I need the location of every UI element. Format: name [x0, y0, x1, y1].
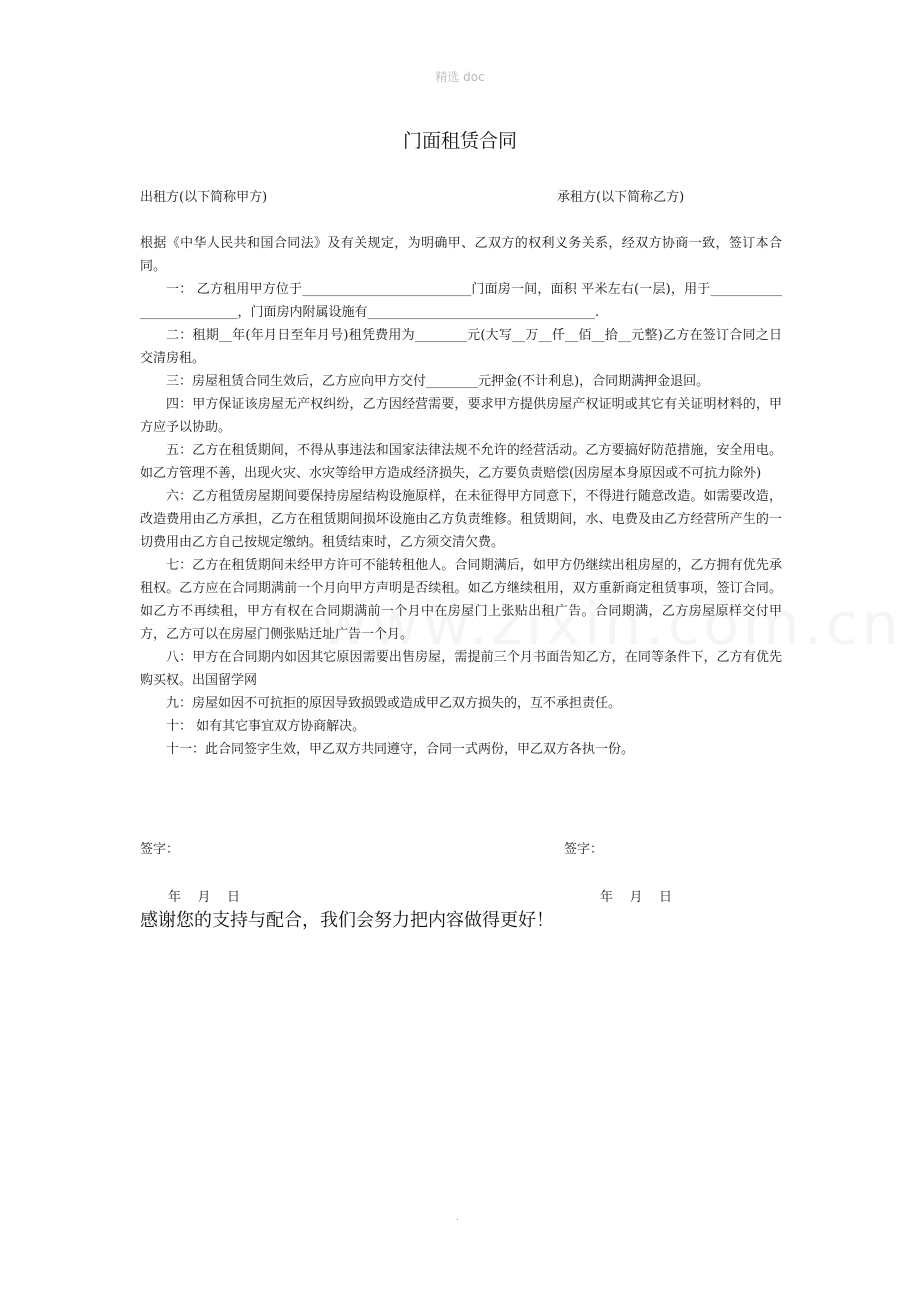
date-row [140, 886, 780, 906]
footer-dot: . [456, 1212, 460, 1223]
clause-9: 九：房屋如因不可抗拒的原因导致损毁或造成甲乙双方损失的，互不承担责任。 [166, 696, 622, 711]
lessor-date: 年 月 日 [168, 890, 241, 905]
clause-2: 二：租期__年(年月日至年月号)租凭费用为________元(大写__万__仟__佰__拾__元整)乙方在签订合同之日交清房租。 [140, 328, 782, 366]
clause-1: 一： 乙方租用甲方位于__________________________门面房一间，面积 平米左右(一层)，用于__________________________，门面房内附属设施有___________________________________. [140, 282, 782, 320]
lessor-label: 出租方(以下简称甲方) [140, 190, 268, 205]
page-header: 精选 doc [435, 70, 485, 84]
lessee-date: 年 月 日 [600, 890, 673, 905]
lessee-label: 承租方(以下简称乙方) [557, 190, 685, 205]
lessor-signature-label: 签字： [140, 842, 180, 857]
lessee-signature-label: 签字： [564, 842, 604, 857]
clause-11: 十一：此合同签字生效，甲乙双方共同遵守，合同一式两份，甲乙双方各执一份。 [166, 742, 635, 757]
clause-5: 五：乙方在租赁期间，不得从事违法和国家法律法规不允许的经营活动。乙方要搞好防范措施，安全用电。如乙方管理不善，出现火灾、水灾等给甲方造成经济损失，乙方要负责赔偿(因房屋本身原因或不可抗力除外) [140, 443, 782, 481]
thanks-message: 感谢您的支持与配合，我们会努力把内容做得更好！ [140, 910, 554, 931]
contract-body [140, 232, 782, 761]
clause-3: 三：房屋租赁合同生效后，乙方应向甲方交付________元押金(不计利息)，合同期满押金退回。 [166, 374, 710, 389]
clause-8: 八：甲方在合同期内如因其它原因需要出售房屋，需提前三个月书面告知乙方，在同等条件下，乙方有优先购买权。出国留学网 [140, 650, 782, 688]
document-title: 门面租赁合同 [402, 130, 517, 152]
clause-4: 四：甲方保证该房屋无产权纠纷，乙方因经营需要，要求甲方提供房屋产权证明或其它有关证明材料的，甲方应予以协助。 [140, 397, 782, 435]
clause-7: 七：乙方在租赁期间未经甲方许可不能转租他人。合同期满后，如甲方仍继续出租房屋的，乙方拥有优先承租权。乙方应在合同期满前一个月向甲方声明是否续租。如乙方继续租用，双方重新商定租赁事项，签订合同。如乙方不再续租，甲方有权在合同期满前一个月中在房屋门上张贴出租广告。合同期满，乙方房屋原样交付甲方，乙方可以在房屋门侧张贴迁址广告一个月。 [140, 558, 782, 642]
clause-10: 十： 如有其它事宜双方协商解决。 [166, 719, 366, 734]
preamble: 根据《中华人民共和国合同法》及有关规定，为明确甲、乙双方的权利义务关系，经双方协商一致，签订本合同。 [140, 236, 782, 274]
clause-6: 六：乙方租赁房屋期间要保持房屋结构设施原样，在未征得甲方同意下，不得进行随意改造。如需要改造，改造费用由乙方承担，乙方在租赁期间损坏设施由乙方负责维修。租赁期间，水、电费及由乙方经营所产生的一切费用由乙方自己按规定缴纳。租赁结束时，乙方须交清欠费。 [140, 489, 782, 550]
parties-row [140, 186, 780, 206]
signature-row [140, 838, 780, 858]
